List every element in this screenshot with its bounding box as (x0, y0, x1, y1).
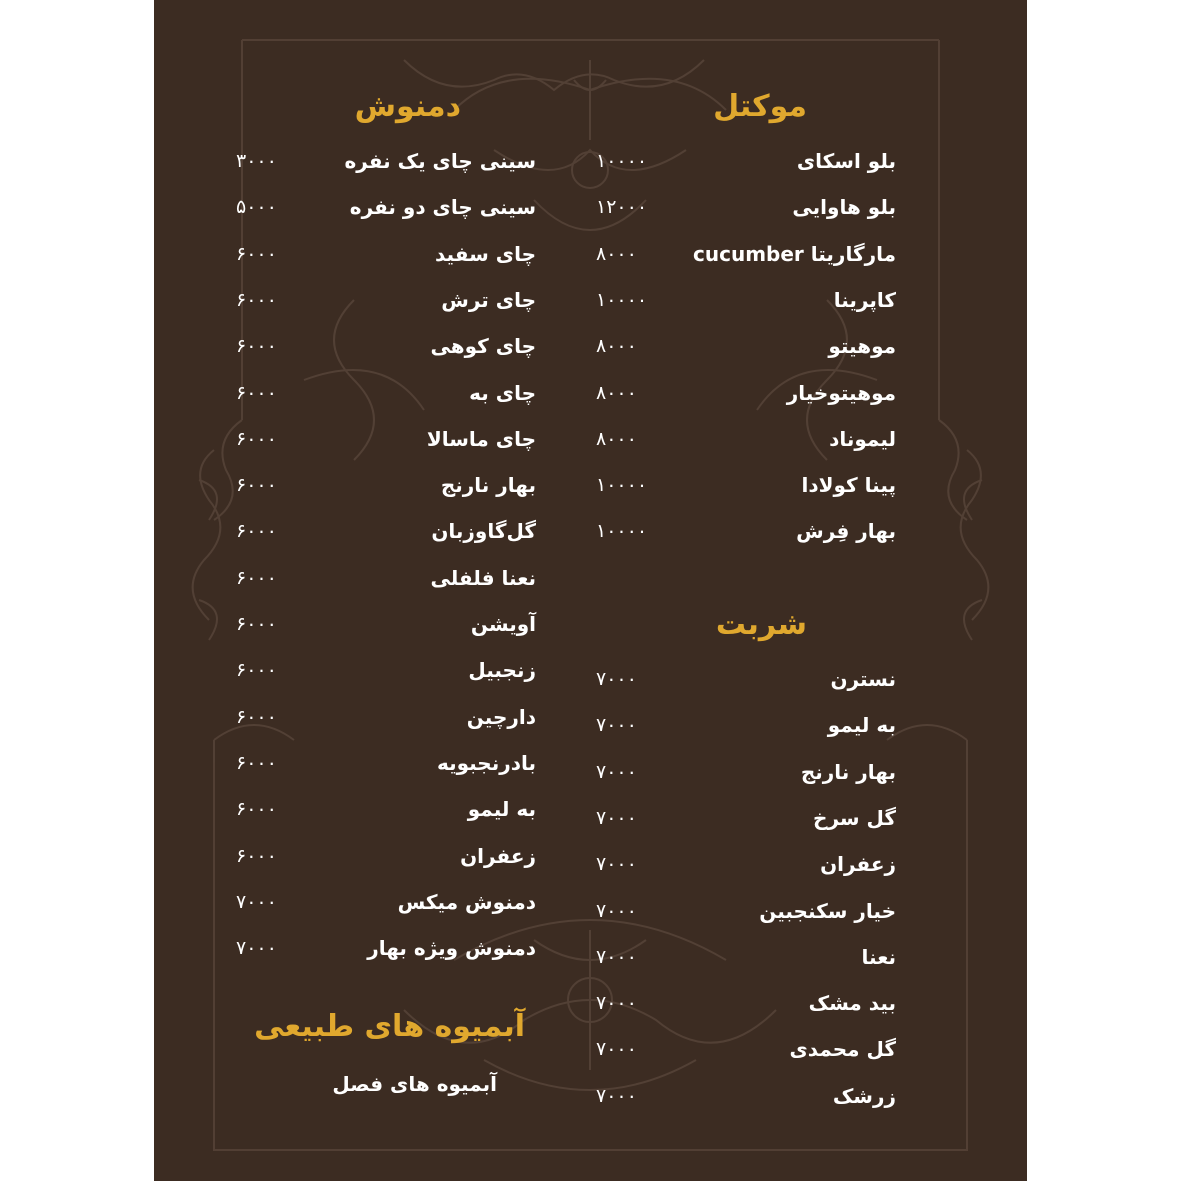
menu-item-price: ۸۰۰۰ (596, 381, 637, 404)
menu-item-row (596, 191, 896, 223)
menu-page (154, 0, 1027, 1181)
menu-item-name: گل محمدی (789, 1037, 896, 1062)
menu-item-row (596, 284, 896, 316)
menu-item-price: ۶۰۰۰ (236, 335, 277, 358)
menu-item-name: چای سفید (435, 241, 536, 266)
menu-item-name: موهیتوخیار (786, 380, 896, 405)
menu-item-price: ۳۰۰۰ (236, 150, 277, 172)
menu-item-row (236, 932, 536, 964)
menu-item-row (236, 654, 536, 686)
menu-item-row (596, 469, 896, 501)
menu-item-row (596, 756, 896, 788)
menu-item-row (596, 238, 896, 270)
menu-item-price: ۷۰۰۰ (596, 1038, 637, 1061)
menu-item-name: بلو هاوایی (792, 195, 896, 220)
menu-item-row (236, 284, 536, 316)
menu-item-price: ۸۰۰۰ (596, 427, 637, 450)
menu-item-price: ۶۰۰۰ (236, 705, 277, 728)
menu-item-name: پینا کولادا (801, 473, 896, 498)
menu-item-price: ۵۰۰۰ (236, 196, 277, 219)
juice-seasonal-item: آبمیوه های فصل (332, 1072, 497, 1096)
menu-item-price: ۷۰۰۰ (596, 668, 637, 690)
damnoosh-title: دمنوش (354, 89, 461, 124)
menu-item-name: بهار فِرش (796, 519, 896, 544)
juice-title: آبمیوه های طبیعی (254, 1009, 525, 1044)
menu-item-price: ۶۰۰۰ (236, 659, 277, 682)
menu-item-price: ۷۰۰۰ (236, 890, 277, 913)
menu-item-price: ۷۰۰۰ (236, 937, 277, 960)
menu-item-price: ۷۰۰۰ (596, 760, 637, 783)
menu-item-row (236, 886, 536, 918)
menu-item-name: زرشک (832, 1083, 896, 1108)
menu-item-name: گل‌گاوزبان (431, 519, 536, 544)
menu-item-row (236, 793, 536, 825)
menu-item-name: بادرنجبویه (436, 750, 536, 775)
menu-item-price: ۶۰۰۰ (236, 242, 277, 265)
menu-item-name: به لیمو (827, 713, 896, 738)
menu-item-name: مارگاریتا cucumber (693, 241, 896, 266)
menu-item-row (596, 895, 896, 927)
menu-item-price: ۶۰۰۰ (236, 613, 277, 635)
menu-item-price: ۷۰۰۰ (596, 1084, 637, 1107)
menu-item-price: ۶۰۰۰ (236, 798, 277, 821)
menu-item-name: بلو اسکای (796, 149, 896, 173)
menu-item-name: چای ماسالا (426, 426, 536, 451)
menu-item-name: دمنوش ویژه بهار (367, 936, 536, 961)
menu-item-name: خیار سکنجبین (759, 898, 896, 923)
menu-item-row (596, 709, 896, 741)
menu-item-row (236, 469, 536, 501)
menu-item-row (236, 747, 536, 779)
menu-item-row (236, 608, 536, 640)
menu-item-name: دارچین (466, 704, 536, 729)
menu-item-price: ۷۰۰۰ (596, 853, 637, 876)
menu-item-row (236, 238, 536, 270)
menu-item-row (596, 377, 896, 409)
menu-item-name: چای کوهی (430, 334, 536, 359)
menu-item-price: ۱۰۰۰۰ (596, 520, 648, 543)
menu-item-row (236, 515, 536, 547)
mocktail-title: موکتل (713, 89, 807, 124)
menu-item-price: ۸۰۰۰ (596, 335, 637, 358)
menu-item-row (236, 377, 536, 409)
menu-item-row (236, 145, 536, 177)
menu-item-row (236, 840, 536, 872)
menu-item-price: ۷۰۰۰ (596, 899, 637, 922)
menu-item-row (596, 330, 896, 362)
menu-item-price: ۷۰۰۰ (596, 992, 637, 1015)
menu-item-name: بید مشک (808, 991, 896, 1016)
menu-item-price: ۱۲۰۰۰ (596, 196, 648, 219)
menu-item-name: موهیتو (828, 334, 896, 359)
menu-item-name: دمنوش میکس (397, 889, 536, 914)
menu-item-name: لیموناد (829, 426, 896, 451)
menu-item-price: ۷۰۰۰ (596, 714, 637, 737)
menu-item-price: ۱۰۰۰۰ (596, 474, 648, 497)
menu-item-row (236, 330, 536, 362)
menu-item-row (596, 848, 896, 880)
menu-item-row (236, 701, 536, 733)
menu-item-name: نعنا فلفلی (430, 565, 536, 590)
menu-item-name: سینی چای دو نفره (349, 195, 536, 220)
menu-item-price: ۶۰۰۰ (236, 427, 277, 450)
menu-item-price: ۷۰۰۰ (596, 806, 637, 829)
menu-item-row (596, 145, 896, 177)
menu-item-name: کاپرینا (833, 287, 896, 312)
menu-item-row (236, 562, 536, 594)
menu-item-name: به لیمو (467, 797, 536, 822)
menu-item-row (596, 802, 896, 834)
menu-item-price: ۱۰۰۰۰ (596, 150, 648, 172)
menu-item-row (236, 423, 536, 455)
menu-item-price: ۶۰۰۰ (236, 566, 277, 589)
menu-item-price: ۷۰۰۰ (596, 945, 637, 968)
menu-item-name: گل سرخ (813, 805, 896, 830)
menu-item-price: ۶۰۰۰ (236, 288, 277, 311)
menu-item-row (596, 987, 896, 1019)
menu-item-name: آویشن (470, 612, 536, 636)
menu-item-row (596, 941, 896, 973)
menu-item-price: ۶۰۰۰ (236, 474, 277, 497)
menu-item-price: ۶۰۰۰ (236, 381, 277, 404)
menu-item-price: ۶۰۰۰ (236, 844, 277, 867)
menu-item-price: ۶۰۰۰ (236, 751, 277, 774)
sharbat-title: شربت (715, 607, 807, 642)
menu-item-name: سینی چای یک نفره (344, 149, 536, 173)
menu-item-name: زعفران (460, 843, 536, 868)
menu-item-name: زعفران (820, 852, 896, 877)
menu-item-row (236, 191, 536, 223)
menu-item-name: نسترن (830, 667, 896, 691)
menu-item-name: بهار نارنج (800, 759, 896, 784)
menu-item-price: ۱۰۰۰۰ (596, 288, 648, 311)
menu-item-row (596, 1080, 896, 1112)
menu-item-name: نعنا (861, 944, 896, 969)
menu-item-row (596, 515, 896, 547)
menu-item-price: ۶۰۰۰ (236, 520, 277, 543)
menu-item-row (596, 663, 896, 695)
menu-item-name: زنجبیل (468, 658, 536, 683)
menu-item-name: چای به (469, 380, 536, 405)
menu-item-name: بهار نارنج (440, 473, 536, 498)
menu-item-row (596, 423, 896, 455)
menu-item-row (596, 1033, 896, 1065)
menu-item-name: چای ترش (441, 287, 536, 312)
menu-item-price: ۸۰۰۰ (596, 242, 637, 265)
